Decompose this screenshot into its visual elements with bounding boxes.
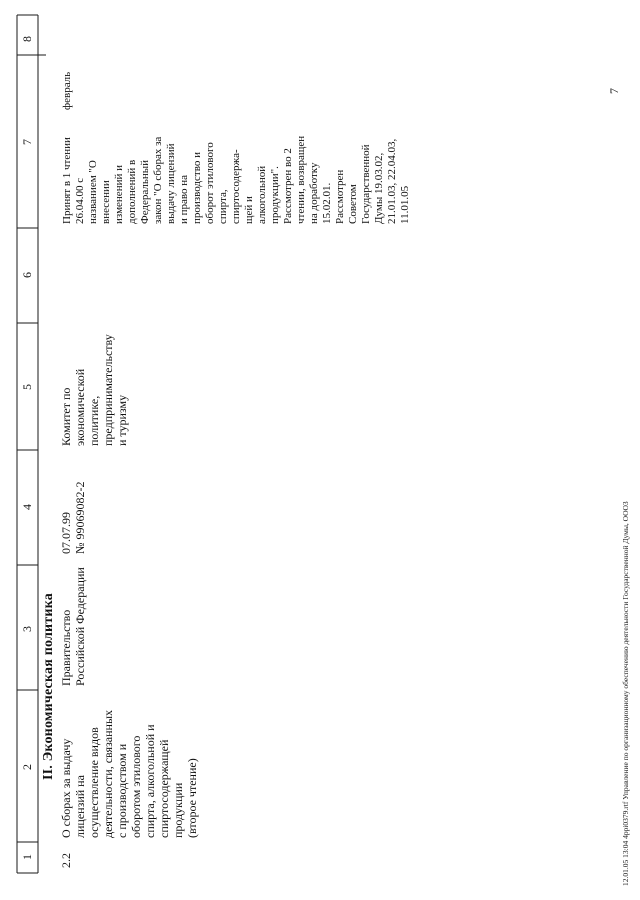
- column-headers: [20, 36, 34, 860]
- cell-status-line: и право на: [178, 174, 190, 224]
- cell-committee-line: Комитет по: [59, 387, 73, 446]
- cell-status-line: Думы 19.03.02,: [373, 152, 385, 224]
- footer-text: 12.01.05 13:04 4ppi0379.rtf Управление по организационному обеспечению деятельности Государственной Думы, ООО3: [621, 501, 630, 886]
- cell-title-line: с производством и: [115, 743, 129, 838]
- row-number: 2.2: [59, 853, 73, 868]
- cell-status-line: Принят в 1 чтении: [61, 137, 73, 224]
- cell-title: [59, 710, 199, 838]
- cell-status-line: Федеральный: [139, 159, 151, 224]
- cell-title-line: осуществление видов: [87, 727, 101, 838]
- cell-title-line: О сборах за выдачу: [59, 738, 73, 838]
- cell-committee-line: предпринимательству: [101, 334, 115, 446]
- cell-date-line: № 99069082-2: [73, 481, 87, 554]
- column-header-2: 2: [20, 764, 34, 770]
- cell-title-line: (второе чтение): [185, 758, 199, 838]
- column-header-5: 5: [20, 384, 34, 390]
- cell-title-line: спиртосодержащей: [157, 739, 171, 838]
- cell-status-line: выдачу лицензий: [165, 143, 177, 224]
- cell-status-line: закон "О сборах за: [152, 136, 164, 224]
- cell-status-line: 15.02.01.: [321, 182, 333, 224]
- cell-status-line: на доработку: [308, 162, 320, 224]
- cell-status-line: внесении: [100, 180, 112, 224]
- cell-committee-line: политике,: [87, 395, 101, 446]
- cell-status-line: Государственной: [360, 144, 372, 224]
- cell-status-line: Советом: [347, 184, 359, 224]
- cell-status-line: изменений и: [113, 165, 125, 224]
- cell-initiator-line: Правительство: [59, 609, 73, 686]
- cell-title-line: спирта, алкогольной и: [143, 724, 157, 838]
- cell-status-line: названием "О: [87, 160, 99, 224]
- column-header-6: 6: [20, 272, 34, 278]
- cell-status-line: чтении, возвращен: [295, 135, 307, 224]
- cell-status-line: Рассмотрен: [334, 169, 346, 224]
- section-title: II. Экономическая политика: [41, 593, 56, 780]
- cell-title-line: продукции: [171, 782, 185, 838]
- column-header-1: 1: [20, 854, 34, 860]
- cell-status-line: щей и: [243, 196, 255, 224]
- cell-status-line: спиртосодержа-: [230, 149, 242, 224]
- cell-committee-line: и туризму: [115, 394, 129, 446]
- cell-status-line: 11.01.05: [399, 185, 411, 224]
- cell-status-line: алкогольной: [256, 165, 268, 224]
- cell-date-line: 07.07.99: [59, 512, 73, 554]
- cell-initiator-line: Российской Федерации: [73, 567, 87, 686]
- cell-date: [59, 482, 87, 554]
- cell-committee-line: экономической: [73, 368, 87, 446]
- cell-initiator: [59, 567, 87, 686]
- cell-status-line: Рассмотрен во 2: [282, 148, 294, 224]
- column-header-8: 8: [20, 36, 34, 42]
- cell-status-line: оборот этилового: [204, 142, 216, 224]
- column-header-4: 4: [20, 504, 34, 510]
- cell-committee: [59, 334, 129, 446]
- cell-status-line: 21.01.03, 22.04.03,: [386, 138, 398, 224]
- cell-status-line: продукции".: [269, 166, 281, 224]
- cell-month: февраль: [61, 71, 73, 110]
- cell-title-line: оборотом этилового: [129, 735, 143, 838]
- cell-status-line: 26.04.00 с: [74, 177, 86, 224]
- cell-title-line: деятельности, связанных: [101, 709, 115, 838]
- cell-status-line: дополнений в: [126, 159, 138, 224]
- cell-status: [61, 136, 411, 224]
- cell-title-line: лицензий на: [73, 775, 87, 838]
- page-number: 7: [607, 88, 621, 94]
- column-header-3: 3: [20, 626, 34, 632]
- cell-status-line: спирта,: [217, 189, 229, 224]
- cell-status-line: производство и: [191, 152, 203, 224]
- column-header-7: 7: [20, 139, 34, 145]
